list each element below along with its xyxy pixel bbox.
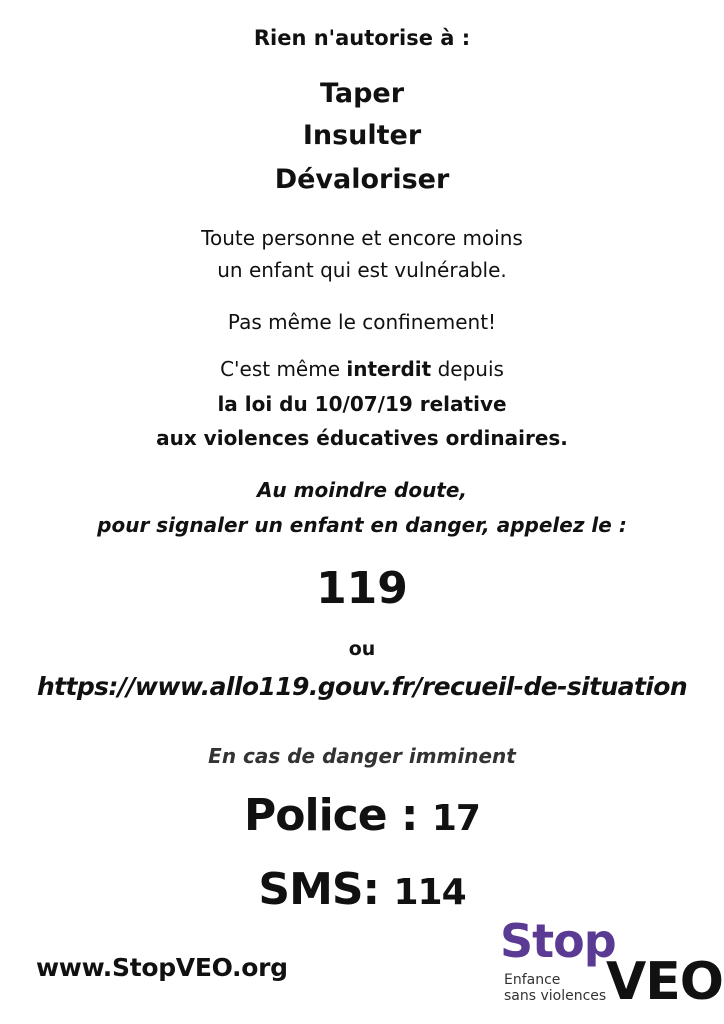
imminent-danger-text: En cas de danger imminent — [208, 744, 516, 768]
logo-subtitle-line2: sans violences — [504, 988, 607, 1004]
intro-text: Rien n'autorise à : — [253, 26, 471, 50]
logo-subtitle-line1: Enfance — [504, 972, 561, 988]
action-insulter: Insulter — [302, 120, 422, 151]
action-devaloriser: Dévaloriser — [274, 164, 450, 195]
sms-contact — [0, 864, 724, 915]
sms-number: 114 — [393, 872, 466, 913]
or-text: ou — [348, 638, 376, 660]
paragraph3-line2: la loi du 10/07/19 relative — [217, 392, 507, 416]
paragraph3-line1 — [0, 357, 724, 381]
paragraph3-before: C'est même — [220, 357, 347, 381]
logo-veo: VEO — [606, 952, 723, 1012]
paragraph1-line2: un enfant qui est vulnérable. — [217, 258, 507, 282]
paragraph2: Pas même le confinement! — [227, 310, 497, 334]
police-label: Police : — [244, 790, 418, 841]
emphasis-line2: pour signaler un enfant en danger, appelez le : — [97, 513, 627, 537]
stopveo-logo — [500, 914, 723, 1018]
logo-subtitle — [504, 972, 606, 1004]
police-contact — [0, 790, 724, 841]
paragraph3-after: depuis — [431, 357, 504, 381]
sms-label: SMS: — [258, 864, 380, 915]
report-url: https://www.allo119.gouv.fr/recueil-de-situation — [36, 672, 688, 701]
police-number: 17 — [431, 798, 480, 839]
paragraph3-bold: interdit — [346, 357, 432, 381]
website-link: www.StopVEO.org — [36, 953, 288, 982]
logo-stop: Stop — [500, 914, 616, 968]
paragraph3-line3: aux violences éducatives ordinaires. — [156, 426, 568, 450]
paragraph1-line1: Toute personne et encore moins — [201, 226, 523, 250]
hotline-number: 119 — [316, 563, 408, 614]
action-taper: Taper — [319, 78, 405, 109]
emphasis-line1: Au moindre doute, — [256, 478, 468, 502]
